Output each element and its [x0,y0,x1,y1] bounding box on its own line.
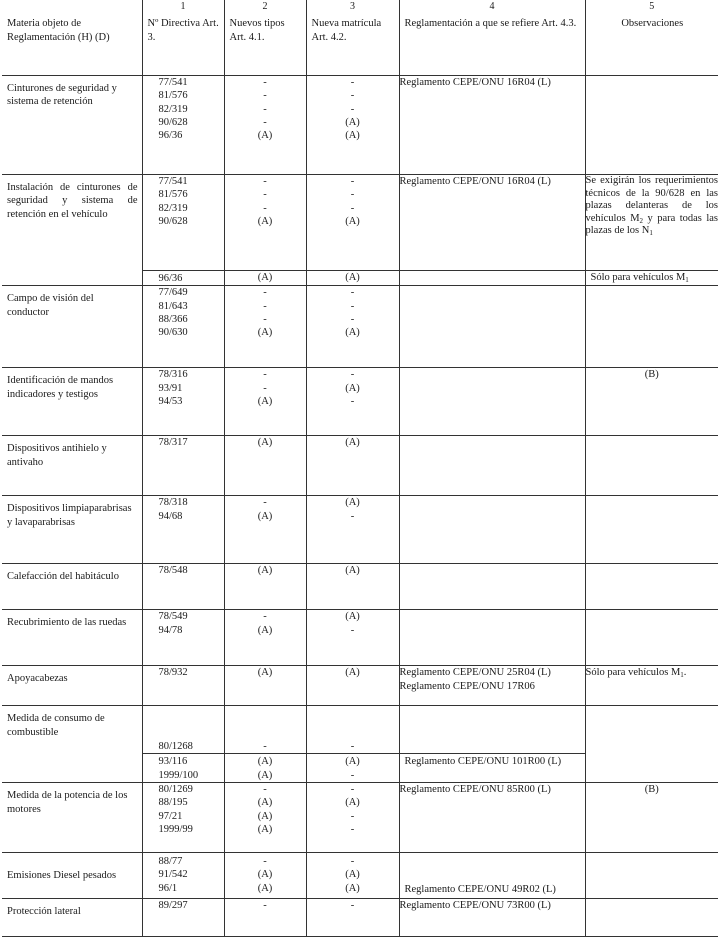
table-cell: Recubrimiento de las ruedas [2,610,142,666]
cell-line: 1999/99 [158,824,193,836]
table-row [2,436,718,496]
table-cell [585,899,718,937]
table-cell [142,496,224,564]
cell-line: 88/366 [158,314,188,326]
table-cell: Medida de consumo de combustible [2,706,142,783]
table-cell: Emisiones Diesel pesados [2,853,142,899]
table-cell [224,610,306,666]
cell-line: - [350,824,355,836]
table-row [2,286,718,368]
cell-line: (A) [257,565,273,577]
nuevos-tipos-cell [224,174,306,270]
cell-line: 89/297 [158,900,188,912]
table-cell [399,853,585,899]
cell-line: - [263,784,267,796]
cell-line: - [263,900,267,912]
cell-line: - [350,287,355,299]
table-row [2,564,718,610]
cell-line: - [350,369,355,381]
table-cell [585,610,718,666]
directiva-list [143,610,224,637]
table-cell [142,706,224,754]
cell-line: 78/549 [158,611,188,623]
table-cell [306,13,399,75]
table-cell: Dispositivos antihielo y antivaho [2,436,142,496]
table-cell [306,368,399,436]
cell-line: 88/77 [158,856,183,868]
table-cell [142,853,224,899]
cell-line: (A) [257,756,273,768]
cell-line: (A) [257,769,273,781]
cell-line: 97/21 [158,810,183,822]
table-cell [585,286,718,368]
table-cell [142,610,224,666]
regulation-table [2,0,718,937]
table-cell [306,666,399,706]
directiva-list [143,754,224,782]
directiva-list [143,740,224,753]
cell-line: - [263,611,267,623]
table-row [2,783,718,853]
cell-line: Reglamento CEPE/ONU 25R04 (L) [399,667,551,679]
column-number-row [2,0,718,13]
column-number-5: 5 [585,0,718,13]
table-cell [399,286,585,368]
table-cell [306,496,399,564]
table-cell [585,13,718,75]
cell-line: (A) [345,882,360,894]
cell-line: (A) [345,117,360,129]
table-row [2,853,718,899]
directiva-list [143,286,224,340]
cell-line: 77/541 [158,175,188,187]
cell-line: 90/628 [158,117,188,129]
cell-line: - [263,740,267,752]
cell-line: - [263,314,267,326]
table-cell [224,564,306,610]
column-number-1-cell [2,0,142,13]
cell-line: - [263,189,267,201]
directiva-list [143,76,224,143]
cell-line: 77/541 [158,76,188,88]
cell-line: (A) [257,437,273,449]
table-row [2,706,718,754]
directiva-list [143,899,224,912]
cell-line: - [350,624,355,636]
table-cell: Protección lateral [2,899,142,937]
cell-line: - [350,740,355,752]
cell-line: - [263,90,267,102]
table-cell [306,853,399,899]
table-cell [585,564,718,610]
cell-line: (A) [345,869,360,881]
cell-line: - [263,497,267,509]
table-cell [585,496,718,564]
cell-line: (A) [257,667,273,679]
cell-line: - [350,510,355,522]
directiva-list [143,564,224,577]
reglamentacion-cell [399,174,585,270]
column-number-3: 3 [306,0,399,13]
cell-line: - [263,856,267,868]
cell-line: - [350,76,355,88]
cell-line: (A) [345,611,360,623]
reglamentacion-cell [399,75,585,174]
header-materia: Materia objeto de Reglamentación (H) (D) [7,18,110,43]
cell-line: 78/932 [158,667,188,679]
table-cell: Dispositivos limpiaparabrisas y lavaparabrisas [2,496,142,564]
table-cell: Medida de la potencia de los motores [2,783,142,853]
cell-line: 78/317 [158,437,188,449]
cell-line: - [350,784,355,796]
cell-line: 94/68 [158,510,183,522]
observaciones-cell: (B) [585,783,718,853]
table-cell [224,368,306,436]
cell-line: 94/53 [158,396,183,408]
cell-line: 94/78 [158,624,183,636]
column-number-1: 1 [142,0,224,13]
table-cell [399,783,585,853]
cell-line: (A) [345,797,360,809]
cell-line: 82/319 [158,103,188,115]
cell-line: - [263,175,267,187]
table-cell [399,564,585,610]
table-cell [306,286,399,368]
table-row [2,368,718,436]
cell-line: - [263,202,267,214]
table-cell [142,13,224,75]
table-cell [142,75,224,174]
cell-line: - [350,396,355,408]
cell-line: 82/319 [158,202,188,214]
materia-cell: Cinturones de seguridad y sistema de retención [2,75,142,174]
table-cell [306,564,399,610]
table-cell: Apoyacabezas [2,666,142,706]
table-cell [306,754,399,783]
table-cell [306,610,399,666]
table-cell [142,174,224,270]
table-cell [399,13,585,75]
cell-line: (A) [257,327,273,339]
cell-line: 78/316 [158,369,188,381]
cell-line: 96/36 [158,130,183,142]
observaciones-cell: Sólo para vehículos $M_1$. [585,666,718,706]
table-cell [399,899,585,937]
table-cell [142,754,224,783]
table-cell [224,853,306,899]
nuevos-tipos-cell [224,75,306,174]
table-cell [224,286,306,368]
table-cell [224,436,306,496]
table-cell: (A) [306,270,399,285]
cell-line: - [350,300,355,312]
cell-line: - [263,382,267,394]
observaciones-cell: Se exigirán los requerimientos técnicos de la 90/628 en las plazas delanteras de los vehículos $M_2$ y para todas las plazas de los $N_1$ [585,174,718,270]
table-cell [224,496,306,564]
table-row [2,666,718,706]
table-cell [142,899,224,937]
cell-line: - [350,202,355,214]
cell-line: 93/91 [158,382,183,394]
cell-line: Reglamento CEPE/ONU 17R06 [399,680,535,692]
table-cell [306,783,399,853]
observaciones-cell [585,75,718,174]
table-cell [224,13,306,75]
observaciones-cell: (B) [585,368,718,436]
nueva-matricula-cell [306,174,399,270]
column-number-2: 2 [224,0,306,13]
table-cell [142,564,224,610]
table-cell [224,706,306,754]
table-cell [224,783,306,853]
header-observaciones: Observaciones [621,18,684,30]
table-cell [142,286,224,368]
table-row [2,75,718,174]
cell-line: (A) [257,810,273,822]
table-cell [306,436,399,496]
cell-line: (A) [345,216,360,228]
cell-line: 81/576 [158,90,188,102]
cell-line: (A) [345,667,360,679]
cell-line: Reglamento CEPE/ONU 73R00 (L) [399,900,551,912]
cell-line: 93/116 [158,756,188,768]
cell-line: - [350,769,355,781]
cell-line: - [263,117,267,129]
cell-line: (A) [345,327,360,339]
header-nueva-matricula: Nueva matrícula Art. 4.2. [311,18,382,43]
cell-line: - [350,90,355,102]
cell-line: 78/318 [158,497,188,509]
cell-line: 90/628 [158,216,188,228]
cell-line: Reglamento CEPE/ONU 16R04 (L) [399,76,551,88]
header-row [2,13,718,75]
cell-line: 88/195 [158,797,188,809]
cell-line: Reglamento CEPE/ONU 85R00 (L) [399,784,551,796]
table-row [2,174,718,270]
table-cell [142,368,224,436]
cell-line: - [263,103,267,115]
cell-line: (A) [257,797,273,809]
directiva-list [143,368,224,408]
table-cell: Reglamento CEPE/ONU 101R00 (L) [399,754,585,783]
table-cell: (A) [224,270,306,285]
cell-line: (A) [345,497,360,509]
table-cell [142,270,224,285]
table-cell [585,853,718,899]
cell-line: (A) [345,382,360,394]
table-cell [399,666,585,706]
table-row [2,899,718,937]
table-cell: Campo de visión del conductor [2,286,142,368]
table-cell [224,899,306,937]
cell-line: - [350,103,355,115]
table-cell: Calefacción del habitáculo [2,564,142,610]
cell-line: (A) [257,824,273,836]
cell-line: - [350,189,355,201]
cell-line: - [350,810,355,822]
table-cell [2,13,142,75]
cell-line: (A) [257,130,273,142]
table-row [2,610,718,666]
directiva-list [143,436,224,449]
cell-line: (A) [257,396,273,408]
cell-line: 80/1269 [158,784,193,796]
cell-line: - [263,300,267,312]
cell-line: Reglamento CEPE/ONU 49R02 (L) [404,883,556,895]
directiva-list [143,175,224,229]
directiva-list [143,496,224,523]
cell-line: (A) [257,869,273,881]
table-cell [399,270,585,285]
cell-line: - [350,900,355,912]
table-cell [142,436,224,496]
cell-line: (A) [257,882,273,894]
cell-line: - [263,369,267,381]
cell-line: 91/542 [158,869,188,881]
table-cell [399,436,585,496]
header-nuevos-tipos: Nuevos tipos Art. 4.1. [229,18,285,43]
nueva-matricula-cell [306,75,399,174]
materia-cell: Instalación de cinturones de seguridad y sistema de retención en el vehículo [2,174,142,285]
table-cell [306,899,399,937]
header-directiva: Nº Directiva Art. 3. [147,18,219,43]
table-cell [142,666,224,706]
table-cell: Identificación de mandos indicadores y testigos [2,368,142,436]
cell-line: (A) [345,756,360,768]
cell-line: - [350,856,355,868]
cell-line: 81/643 [158,300,188,312]
table-cell [585,706,718,783]
cell-line: - [263,76,267,88]
cell-line: 77/649 [158,287,188,299]
cell-line: 81/576 [158,189,188,201]
cell-line: (A) [345,565,360,577]
directiva-list [143,855,224,895]
cell-line: 80/1268 [158,740,193,752]
cell-line: (A) [257,624,273,636]
directiva-list [143,783,224,837]
cell-line: (A) [345,437,360,449]
cell-line: 96/1 [158,882,178,894]
observaciones-cell: Sólo para vehículos $M_1$ [585,270,718,285]
table-cell [224,754,306,783]
cell-line: 90/630 [158,327,188,339]
cell-line: 78/548 [158,565,188,577]
table-cell [142,783,224,853]
cell-line: - [350,314,355,326]
cell-line: (A) [257,510,273,522]
header-reglamentacion: Reglamentación a que se refiere Art. 4.3. [404,18,577,30]
table-cell [585,436,718,496]
table-cell [399,368,585,436]
table-cell [399,496,585,564]
cell-line: - [350,175,355,187]
column-number-4: 4 [399,0,585,13]
directiva-list [143,666,224,679]
directiva-list: 96/36 [158,272,183,284]
cell-line: - [263,287,267,299]
cell-line: Reglamento CEPE/ONU 16R04 (L) [399,175,551,187]
table-cell [224,666,306,706]
cell-line: 1999/100 [158,769,199,781]
table-cell [399,610,585,666]
table-row [2,496,718,564]
table-cell [306,706,399,754]
table-cell [399,706,585,754]
cell-line: (A) [257,216,273,228]
cell-line: (A) [345,130,360,142]
